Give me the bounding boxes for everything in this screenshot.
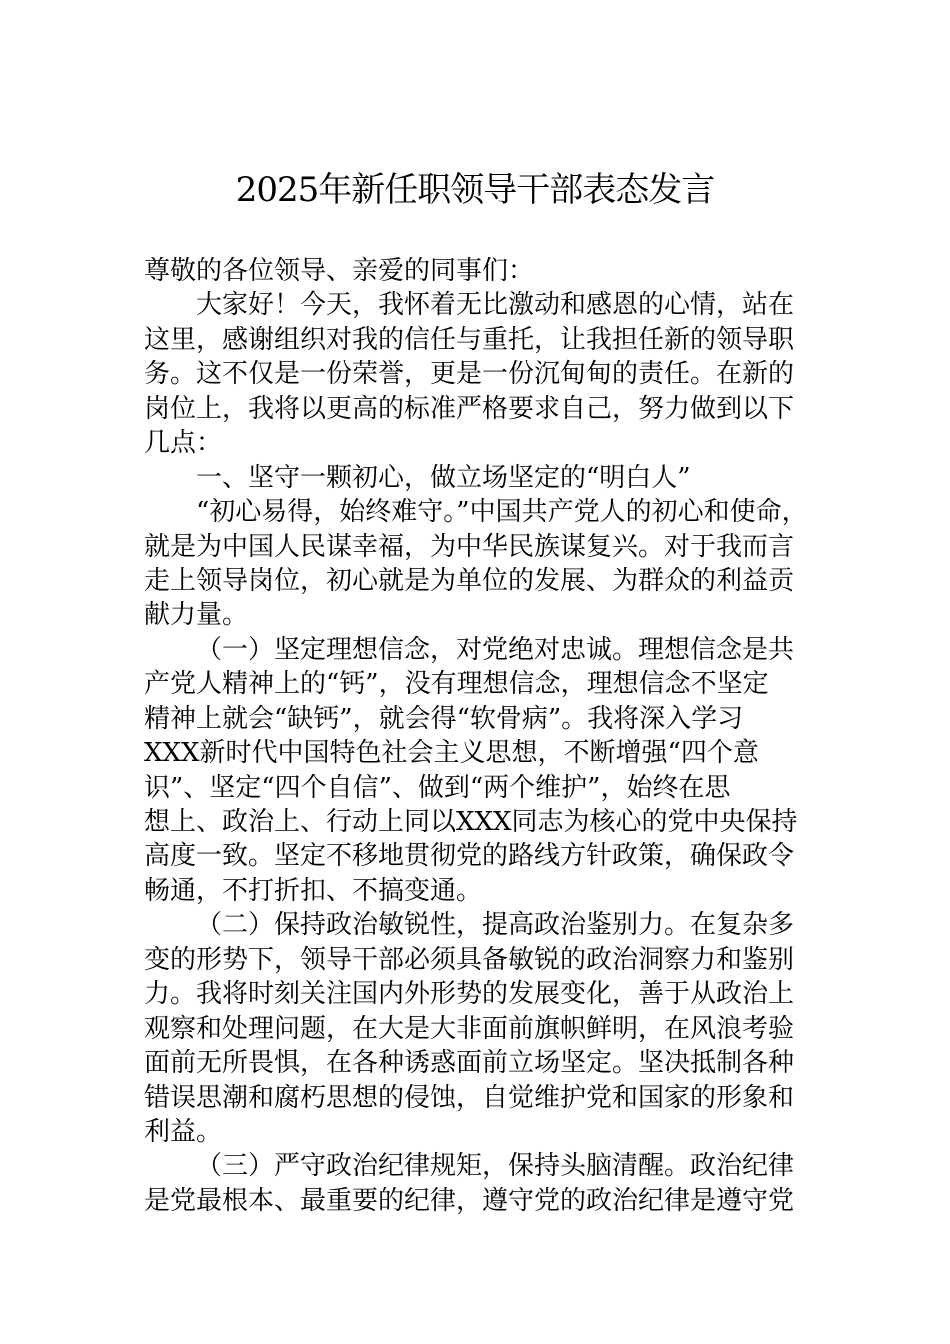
paragraph-line: （三）严守政治纪律规矩，保持头脑清醒。政治纪律 xyxy=(196,1151,795,1182)
paragraph-line: 几点： xyxy=(144,428,223,459)
paragraph-line: 识”、坚定“四个自信”、做到“两个维护”，始终在思 xyxy=(144,772,731,803)
paragraph-line: 务。这不仅是一份荣誉，更是一份沉甸甸的责任。在新的 xyxy=(144,359,795,390)
section-heading: 一、坚守一颗初心，做立场坚定的“明白人” xyxy=(196,462,691,493)
paragraph-line: 想上、政治上、行动上同以XXX同志为核心的党中央保持 xyxy=(144,807,798,837)
paragraph-line: 就是为中国人民谋幸福，为中华民族谋复兴。对于我而言 xyxy=(144,531,795,562)
salutation-line: 尊敬的各位领导、亲爱的同事们： xyxy=(144,256,535,286)
paragraph-line: 面前无所畏惧，在各种诱惑面前立场坚定。坚决抵制各种 xyxy=(144,1048,795,1079)
paragraph-line: 产党人精神上的“钙”，没有理想信念，理想信念不坚定 xyxy=(144,669,769,700)
paragraph-line: 观察和处理问题，在大是大非面前旗帜鲜明，在风浪考验 xyxy=(144,1013,795,1044)
paragraph-line: 力。我将时刻关注国内外形势的发展变化，善于从政治上 xyxy=(144,979,795,1010)
paragraph-line: （一）坚定理想信念，对党绝对忠诚。理想信念是共 xyxy=(196,634,795,665)
document-body xyxy=(144,254,814,1218)
paragraph-line: 献力量。 xyxy=(144,600,249,631)
paragraph-line: 畅通，不打折扣、不搞变通。 xyxy=(144,875,483,906)
document-title: 2025年新任职领导干部表态发言 xyxy=(235,170,715,210)
paragraph-line: 错误思潮和腐朽思想的侵蚀，自觉维护党和国家的形象和 xyxy=(144,1082,795,1113)
paragraph-line: 大家好！今天，我怀着无比激动和感恩的心情，站在 xyxy=(196,290,795,321)
paragraph-line: 是党最根本、最重要的纪律，遵守党的政治纪律是遵守党 xyxy=(144,1185,795,1216)
paragraph-line: 这里，感谢组织对我的信任与重托，让我担任新的领导职 xyxy=(144,324,795,355)
paragraph-line: “初心易得，始终难守。”中国共产党人的初心和使命， xyxy=(196,497,808,528)
paragraph-line: 变的形势下，领导干部必须具备敏锐的政治洞察力和鉴别 xyxy=(144,944,795,975)
paragraph-line: 精神上就会“缺钙”，就会得“软骨病”。我将深入学习 xyxy=(144,703,744,734)
paragraph-line: 走上领导岗位，初心就是为单位的发展、为群众的利益贡 xyxy=(144,565,795,596)
paragraph-line: 岗位上，我将以更高的标准严格要求自己，努力做到以下 xyxy=(144,393,795,424)
paragraph-line: XXX新时代中国特色社会主义思想，不断增强“四个意 xyxy=(144,738,759,769)
paragraph-line: 利益。 xyxy=(144,1116,223,1147)
paragraph-line: 高度一致。坚定不移地贯彻党的路线方针政策，确保政令 xyxy=(144,841,795,872)
paragraph-line: （二）保持政治敏锐性，提高政治鉴别力。在复杂多 xyxy=(196,910,795,941)
